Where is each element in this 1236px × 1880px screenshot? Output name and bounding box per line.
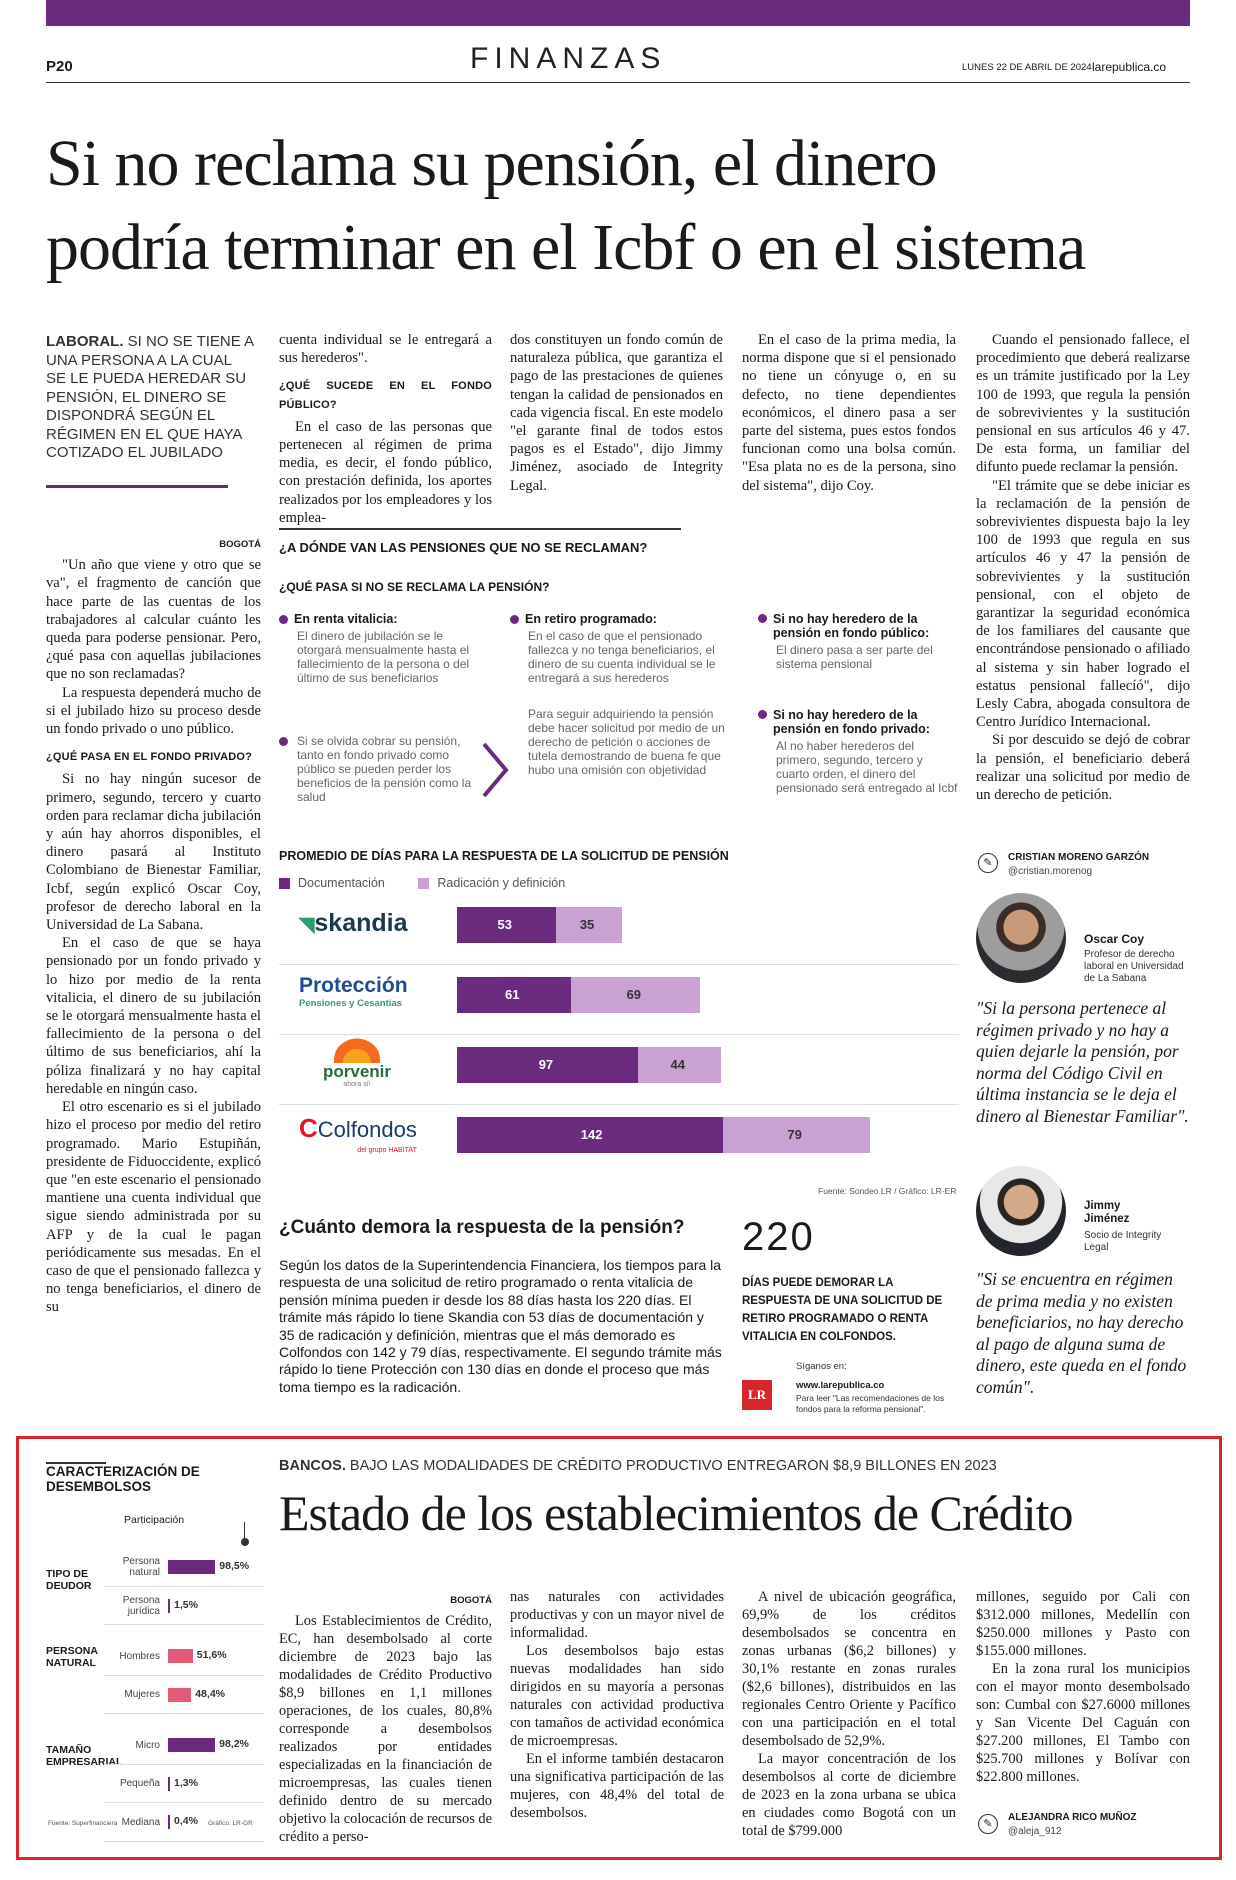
subheading: ¿QUÉ SUCEDE EN EL FONDO PÚBLICO? <box>279 380 492 411</box>
kicker <box>46 333 254 463</box>
info-block-title: Si no hay heredero de la pensión en fondo privado: <box>773 708 930 736</box>
chevron-right-icon <box>478 740 512 800</box>
person-name: Jimmy Jiménez <box>1084 1200 1130 1225</box>
info-block-text: Si se olvida cobrar su pensión, tanto en fondo privado como público se pueden perder los beneficios de la pensión como la salud <box>297 734 472 804</box>
side-bar <box>168 1777 170 1791</box>
group-label: TIPO DE DEUDOR <box>46 1568 92 1592</box>
kicker-text: SI NO SE TIENE A UNA PERSONA A LA CUAL SE LE PUEDA HEREDAR SU PENSIÓN, EL DINERO SE DISPONDRÁ SEGÚN EL RÉGIMEN EN EL QUE HAYA COTIZADO EL JUBILADO <box>46 333 254 461</box>
dateline-city: BOGOTÁ <box>450 1595 492 1606</box>
side-bar-category-label: Persona jurídica <box>122 1594 160 1617</box>
paragraph: La mayor concentración de los desembolsos al corte de diciembre de 2023 en la zona urbana se ubica en ciudades como Bogotá con un total de $799.000 <box>742 1751 956 1839</box>
article2-headline: Estado de los establecimientos de Crédito <box>279 1485 1073 1541</box>
chart-title: PROMEDIO DE DÍAS PARA LA RESPUESTA DE LA SOLICITUD DE PENSIÓN <box>279 849 729 863</box>
side-bar-value-label: 1,5% <box>174 1598 198 1611</box>
side-bar-row <box>104 1587 264 1626</box>
bank-row-proteccion <box>279 965 959 1035</box>
chart-source: Fuente: Sondeo LR / Gráfico: LR-ER <box>818 1186 957 1196</box>
kicker-text: BAJO LAS MODALIDADES DE CRÉDITO PRODUCTIVO ENTREGARON $8,9 BILLONES EN 2023 <box>349 1458 997 1474</box>
bank-logo-colfondos <box>299 1113 417 1160</box>
side-chart-subtitle: Participación <box>124 1514 185 1526</box>
article2-column-1 <box>279 1592 492 1846</box>
lr-logo-icon: LR <box>742 1380 772 1410</box>
paragraph: "Un año que viene y otro que se va", el fragmento de canción que hace parte de las cuentas de los trabajadores al calcular cuánto les queda para poderse pensionar. Pero, ¿qué pasa con aquellas jubilaciones que no son reclamadas? <box>46 557 261 683</box>
info-block-text: El dinero pasa a ser parte del sistema pensional <box>776 643 933 671</box>
paragraph: En la zona rural los municipios con el mayor monto desembolsado son: Cumbal con $27.6000 millones y San Vicente Del Caguán con $27.200 millones, El Tambo con $25.700 millones y Bolívar con $22.800 millones. <box>976 1661 1190 1785</box>
bank-logo-skandia <box>299 909 408 938</box>
author-name: ALEJANDRA RICO MUÑOZ <box>1008 1812 1137 1823</box>
side-bar-row <box>104 1676 264 1715</box>
side-bar-value-label: 48,4% <box>195 1687 225 1700</box>
legend-label: Radicación y definición <box>437 876 566 890</box>
follow-label: Síganos en: <box>796 1361 847 1372</box>
kicker-label: BANCOS. <box>279 1458 346 1474</box>
bank-tagline: ahora sí! <box>343 1081 371 1088</box>
side-bar <box>168 1649 193 1663</box>
info-block-renta-vitalicia <box>279 612 479 685</box>
paragraph: En el informe también destacaron una significativa participación de las mujeres, con 48,4% del total de desembolsos. <box>510 1751 724 1821</box>
bar-chart-pensions <box>279 895 959 1175</box>
bar-value-label: 61 <box>505 987 520 1002</box>
info-block-title: Si no hay heredero de la pensión en fondo público: <box>773 612 930 640</box>
site-name: larepublica.co <box>1092 60 1167 74</box>
side-bar-category-label: Mediana <box>121 1816 160 1828</box>
side-bar-category-label: Hombres <box>119 1650 160 1662</box>
side-chart-title: CARACTERIZACIÓN DE DESEMBOLSOS <box>46 1464 200 1494</box>
article2-kicker <box>279 1458 997 1474</box>
pull-quote: "Si se encuentra en régimen de prima media y no existen beneficiarios, no hay derecho al pago de alguna suma de dinero, este queda en el fondo común". <box>976 1269 1187 1397</box>
side-bar <box>168 1688 191 1702</box>
group-label: TAMAÑO EMPRESARIAL <box>46 1744 123 1768</box>
person-name: Oscar Coy <box>1084 932 1145 946</box>
info-block-fondo-publico <box>758 612 958 671</box>
colfondos-c-icon: C <box>299 1113 318 1143</box>
bar-value-label: 97 <box>538 1057 554 1072</box>
paragraph: En el caso de que se haya pensionado por un fondo privado y lo hizo por medio de la renta vitalicia, el dinero de su jubilación se le otorgará mensualmente hasta el fallecimiento de la persona o del último de sus beneficiarios, ahí la póliza finalizará y no hay capital heredable en ningún caso. <box>46 935 261 1097</box>
follow-text: Para leer "Las recomendaciones de los fondos para la reforma pensional". <box>796 1393 945 1414</box>
legend-swatch-documentacion <box>279 878 290 889</box>
paragraph: nas naturales con actividades productivas y con un mayor nivel de informalidad. <box>510 1589 724 1641</box>
info-block-retiro-programado <box>510 612 730 777</box>
big-number-caption: DÍAS PUEDE DEMORAR LA RESPUESTA DE UNA SOLICITUD DE RETIRO PROGRAMADO O RENTA VITALICIA EN COLFONDOS. <box>742 1277 943 1343</box>
side-bar <box>168 1738 215 1752</box>
box-text: Según los datos de la Superintendencia Financiera, los tiempos para la respuesta de una solicitud de retiro programado o renta vitalicia de pensión mínima pueden ir desde los 88 días hasta los 220 días. El trámite más rápido lo tiene Skandia con 53 días de documentación y 35 de radicación y definición, mientras que el más demorado es Colfondos con 142 y 79 días, respectivamente. El segundo trámite más rápido lo tiene Protección con 130 días en donde el proceso que más toma tiempo es la radicación. <box>279 1257 722 1395</box>
participation-marker-line <box>244 1522 245 1540</box>
bank-logo-porvenir <box>317 1037 397 1088</box>
paragraph: Cuando el pensionado fallece, el procedimiento que deberá realizarse es un trámite justificado por la Ley 100 de 1993, que regula la pensión de sobrevivientes y la sustitución pensional en sus artículos 46 y 47. De esta forma, un familiar del difunto puede reclamar la pensión. <box>976 332 1190 476</box>
author-name: CRISTIAN MORENO GARZÓN <box>1008 852 1150 863</box>
paragraph: Si por descuido se dejó de cobrar la pensión, el beneficiario deberá realizar una solicitud por medio de un derecho de petición. <box>976 732 1190 804</box>
bullet-dot-icon <box>279 615 288 624</box>
side-bar-category-label: Micro <box>135 1739 160 1751</box>
pull-quote: "Si la persona pertenece al régimen privado y no hay a quien dejarle la pensión, por norma del Código Civil en última instancia se le deja el dinero al Bienestar Familiar". <box>976 998 1189 1126</box>
bar-value-label: 69 <box>626 987 642 1002</box>
side-bar-value-label: 98,2% <box>219 1738 249 1751</box>
page-number: P20 <box>46 58 73 75</box>
group-label: PERSONA NATURAL <box>46 1645 98 1669</box>
subheading: ¿QUÉ PASA EN EL FONDO PRIVADO? <box>46 751 253 764</box>
article1-column-3 <box>510 331 723 495</box>
side-chart-title-rule <box>46 1462 106 1464</box>
side-bar-category-label: Pequeña <box>119 1778 160 1790</box>
side-bar-row <box>104 1726 264 1765</box>
paragraph: cuenta individual se le entregará a sus herederos". <box>279 332 492 367</box>
bank-row-skandia <box>279 895 959 965</box>
infographic-rule <box>279 528 681 530</box>
section-title: FINANZAS <box>470 42 667 75</box>
bar-value-label: 44 <box>670 1057 685 1072</box>
article1-column-5 <box>976 331 1190 804</box>
bank-tagline: del grupo HABITAT <box>357 1147 417 1154</box>
header-rule <box>46 82 1190 83</box>
side-bar-value-label: 0,4% <box>174 1815 198 1828</box>
bank-name: skandia <box>314 909 408 937</box>
infographic-title: ¿A DÓNDE VAN LAS PENSIONES QUE NO SE RECLAMAN? <box>279 540 648 555</box>
legend-swatch-radicacion <box>418 878 429 889</box>
info-block-title: En renta vitalicia: <box>294 612 398 626</box>
bank-logo-proteccion <box>299 974 408 1013</box>
issue-date: LUNES 22 DE ABRIL DE 2024 <box>962 62 1092 73</box>
jimmy-jimenez-photo <box>976 1166 1066 1256</box>
kicker-label: LABORAL. <box>46 333 124 350</box>
person-role: Profesor de derecho laboral en Universidad de La Sabana <box>1084 949 1184 984</box>
headline-line-2: podría terminar en el Icbf o en el sistema <box>46 211 1086 284</box>
box-question: ¿Cuánto demora la respuesta de la pensión? <box>279 1217 685 1238</box>
bank-row-porvenir <box>279 1035 959 1105</box>
paragraph: Si no hay ningún sucesor de primero, segundo, tercero y cuarto orden para reclamar dicha jubilación y aún hay ahorros disponibles, el dinero pasará al Instituto Colombiano de Bienestar Familiar, Icbf, según explicó Oscar Coy, profesor de derecho laboral en la Universidad de La Sabana. <box>46 771 261 934</box>
chart-legend <box>279 876 565 890</box>
bank-tagline: Pensiones y Cesantías <box>299 998 402 1009</box>
paragraph: A nivel de ubicación geográfica, 69,9% de los créditos desembolsados se concentra en zonas urbanas ($6,2 billones) y 30,1% restante en zonas rurales ($2,6 billones), distribuidos en las regionales Centro Oriente y Pacífico con una participación en el total desembolsado de 52,9%. <box>742 1589 956 1749</box>
info-block-text: Para seguir adquiriendo la pensión debe hacer solicitud por medio de un derecho de petición o acciones de tutela demostrando de buena fe que hubo una omisión con objetividad <box>528 707 725 777</box>
article1-column-1 <box>46 536 261 1317</box>
bar-value-label: 35 <box>579 917 595 932</box>
author-icon: ✎ <box>978 1814 998 1834</box>
author-icon: ✎ <box>978 853 998 873</box>
side-bar <box>168 1815 170 1829</box>
infographic-subtitle: ¿QUÉ PASA SI NO SE RECLAMA LA PENSIÓN? <box>279 580 550 594</box>
article2-column-3 <box>742 1588 956 1840</box>
info-block-fondo-privado <box>758 708 958 795</box>
side-bar-row <box>104 1548 264 1587</box>
info-block-olvido <box>279 734 479 804</box>
info-block-text: Al no haber herederos del primero, segundo, tercero y cuarto orden, el dinero del pensionado será entregado al Icbf <box>776 739 958 795</box>
paragraph: millones, seguido por Cali con $312.000 millones, Medellín con $250.000 millones y Pasto con $155.000 millones. <box>976 1589 1190 1659</box>
side-chart-source: Fuente: Superfinanciera <box>48 1820 118 1827</box>
info-block-text: El dinero de jubilación se le otorgará mensualmente hasta el fallecimiento de la persona o del último de sus beneficiarios <box>297 629 470 685</box>
author-handle: @aleja_912 <box>1008 1826 1062 1837</box>
paragraph: En el caso de las personas que pertenecen al régimen de prima media, es decir, el fondo público, con prestación definida, los aportes realizados por los empleadores y los emplea- <box>279 418 492 526</box>
legend-label: Documentación <box>298 876 385 890</box>
paragraph: La respuesta dependerá mucho de si el jubilado hizo su proceso desde un fondo privado o uno público. <box>46 684 261 738</box>
bullet-dot-icon <box>758 710 767 719</box>
side-bar-row <box>104 1765 264 1804</box>
big-number: 220 <box>742 1215 815 1259</box>
participation-marker-dot <box>241 1538 249 1546</box>
side-bar <box>168 1599 170 1613</box>
paragraph: "El trámite que se debe iniciar es la reclamación de la pensión de sobrevivientes dispuesta bajo la ley 100 de 1993 que regula en sus artículos 46 y 47 la pensión de sobrevivientes y la sustitución pensional, con el objeto de garantizar la seguridad económica de los familiares del causante que encontrándose pensionado o afiliado al sistema y sin haber logrado el estatus pensional fallecíó", dijo Lesly Cabra, abogada consultora de Centro Jurídico Internacional. <box>976 477 1190 731</box>
article2-column-2 <box>510 1588 724 1822</box>
article1-column-2 <box>279 331 492 527</box>
paragraph: El otro escenario es si el jubilado hizo el proceso por medio del retiro programado. Mario Estupiñán, presidente de Fiduoccidente, explicó que "en este escenario el pensionado mantiene una cuenta individual que sigue siendo administrada por su AFP y de la cual le pagan periódicamente sus mesadas. En el caso de que el pensionado fallezca y no tenga beneficiarios, el dinero de su <box>46 1099 261 1316</box>
follow-link[interactable]: www.larepublica.co <box>796 1380 885 1391</box>
bank-name: Colfondos <box>317 1117 417 1142</box>
bullet-dot-icon <box>758 614 767 623</box>
side-bar <box>168 1560 215 1574</box>
info-block-text: En el caso de que el pensionado fallezca y no tenga beneficiarios, el dinero de su cuenta individual se le entregará a sus herederos <box>528 629 716 685</box>
bank-name: Protección <box>299 974 408 997</box>
side-bar-row <box>104 1637 264 1676</box>
skandia-mark-icon: ◥ <box>299 914 315 936</box>
paragraph: dos constituyen un fondo común de naturaleza pública, que garantiza el pago de las prestaciones de quienes tengan la calidad de pensionados en cada vigencia fiscal. En este modelo "el garante final de todos estos pagos es el Estado", dijo Jimmy Jiménez, asociado de Integrity Legal. <box>510 332 723 494</box>
paragraph: En el caso de la prima media, la norma dispone que si el pensionado no tiene un cónyuge o, en su defecto, no tiene dependientes económicos, el dinero pasa a ser parte del sistema, pues estos fondos funcionan como una bolsa común. "Esa plata no es de la persona, sino del sistema", dijo Coy. <box>742 332 956 494</box>
oscar-coy-photo <box>976 893 1066 983</box>
headline-line-1: Si no reclama su pensión, el dinero <box>46 127 937 200</box>
bank-row-colfondos <box>279 1105 959 1175</box>
top-color-bar <box>46 0 1190 26</box>
side-bar-category-label: Persona natural <box>122 1556 160 1579</box>
paragraph: Los Establecimientos de Crédito, EC, han desembolsado al corte diciembre de 2023 bajo las modalidades de Crédito Productivo $8,9 billones en 1,1 millones operaciones, de los cuales, 80,8% corresponde a desembolsos realizados por entidades especializadas en la financiación de microempresas, las cuales tienen definido dentro de su mercado objetivo la colocación de recursos de crédito a perso- <box>279 1613 492 1845</box>
bank-name: porvenir <box>322 1062 392 1081</box>
side-bar-value-label: 1,3% <box>174 1776 198 1789</box>
sun-logo-icon <box>334 1037 380 1063</box>
bar-value-label: 53 <box>497 917 513 932</box>
author-handle: @cristian.morenog <box>1008 866 1093 877</box>
article2-column-4 <box>976 1588 1190 1786</box>
kicker-underline <box>46 485 228 488</box>
side-chart-graphic-credit: Gráfico: LR-GR <box>208 1820 253 1827</box>
bar-value-label: 142 <box>580 1127 603 1142</box>
dateline-city: BOGOTÁ <box>219 539 261 550</box>
person-role: Socio de Integrity Legal <box>1084 1230 1162 1253</box>
side-bar-category-label: Mujeres <box>124 1689 160 1701</box>
bar-value-label: 79 <box>787 1127 802 1142</box>
side-bar-value-label: 98,5% <box>219 1560 250 1573</box>
side-bar-value-label: 51,6% <box>196 1649 227 1662</box>
paragraph: Los desembolsos bajo estas nuevas modalidades han sido dirigidos en su mayoría a personas naturales con actividad productiva con tamaños de actividad económica de microempresas. <box>510 1643 724 1749</box>
info-block-title: En retiro programado: <box>525 612 657 626</box>
bullet-dot-icon <box>510 615 519 624</box>
article1-column-4 <box>742 331 956 495</box>
bullet-dot-icon <box>279 737 288 746</box>
